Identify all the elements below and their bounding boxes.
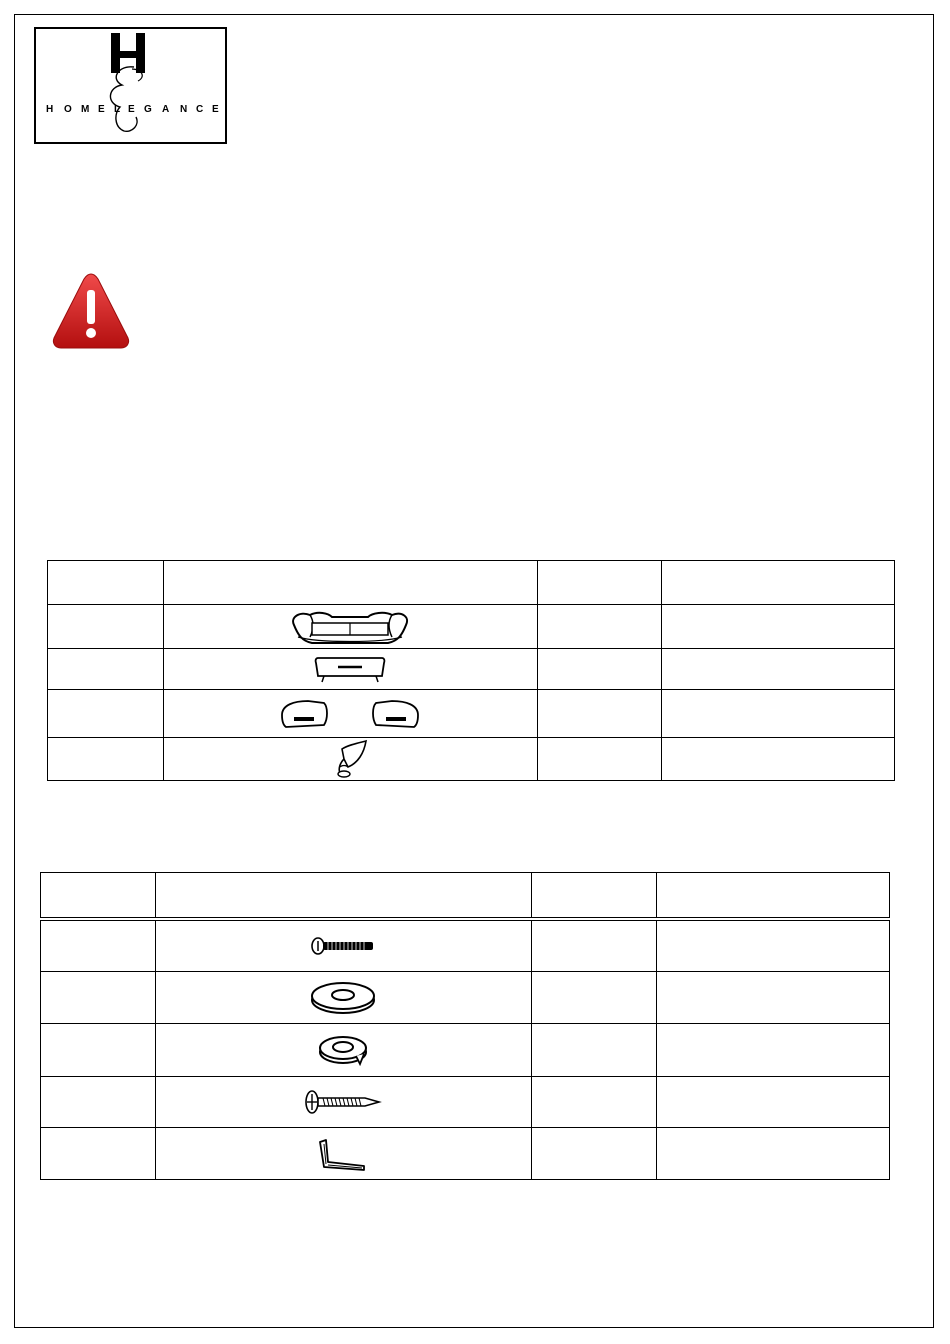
header-cell-qty [531,873,656,919]
qty-cell [537,690,661,738]
note-cell [661,738,894,781]
svg-text:E: E [212,104,219,115]
table-row [41,1024,890,1077]
item-cell [41,972,156,1024]
svg-text:H: H [46,104,54,115]
qty-cell [531,919,656,972]
qty-cell [537,605,661,649]
header-cell-item [48,561,164,605]
diagram-cell [163,605,537,649]
leg-icon [330,739,370,779]
qty-cell [531,1024,656,1077]
armrest-pair-icon [278,697,422,731]
svg-text:L: L [114,104,121,115]
table-row [41,972,890,1024]
bolt-icon [310,935,376,957]
item-cell [48,649,164,690]
diagram-cell [156,1128,531,1180]
item-cell [48,738,164,781]
svg-text:A: A [162,104,170,115]
svg-text:O: O [64,104,72,115]
svg-text:M: M [81,104,90,115]
diagram-cell [163,690,537,738]
qty-cell [537,649,661,690]
item-cell [48,690,164,738]
table-row [41,919,890,972]
item-cell [48,605,164,649]
qty-cell [537,738,661,781]
svg-text:E: E [128,104,135,115]
table-row [48,738,895,781]
table-row [41,1077,890,1128]
qty-cell [531,972,656,1024]
wood-screw-icon [303,1087,383,1117]
svg-text:G: G [144,104,152,115]
furniture-parts-table [47,560,895,781]
item-cell [41,1077,156,1128]
note-cell [656,972,889,1024]
note-cell [656,1128,889,1180]
item-cell [41,919,156,972]
diagram-cell [163,649,537,690]
svg-text:E: E [98,104,105,115]
diagram-cell [156,972,531,1024]
note-cell [661,649,894,690]
sofa-seat-icon [288,607,412,647]
diagram-cell [163,738,537,781]
table-row [48,690,895,738]
header-cell-diagram [156,873,531,919]
note-cell [656,1024,889,1077]
item-cell [41,1128,156,1180]
homelegance-logo-mark [36,29,225,142]
allen-key-icon [316,1136,370,1172]
header-cell-item [41,873,156,919]
svg-text:C: C [196,104,204,115]
svg-text:N: N [180,104,188,115]
item-cell [41,1024,156,1077]
diagram-cell [156,1077,531,1128]
diagram-cell [156,919,531,972]
header-cell-note [656,873,889,919]
table-row [41,1128,890,1180]
center-back-cushion-icon [312,654,388,684]
header-cell-note [661,561,894,605]
flat-washer-icon [309,980,377,1016]
note-cell [661,690,894,738]
qty-cell [531,1128,656,1180]
qty-cell [531,1077,656,1128]
warning-triangle-icon [50,268,132,352]
header-cell-qty [537,561,661,605]
note-cell [656,1077,889,1128]
note-cell [656,919,889,972]
table-row [48,605,895,649]
note-cell [661,605,894,649]
header-cell-diagram [163,561,537,605]
table-row [48,649,895,690]
table-header-row [41,873,890,919]
lock-washer-icon [316,1034,370,1066]
hardware-parts-table [40,872,890,1180]
homelegance-logo [34,27,227,144]
table-header-row [48,561,895,605]
diagram-cell [156,1024,531,1077]
